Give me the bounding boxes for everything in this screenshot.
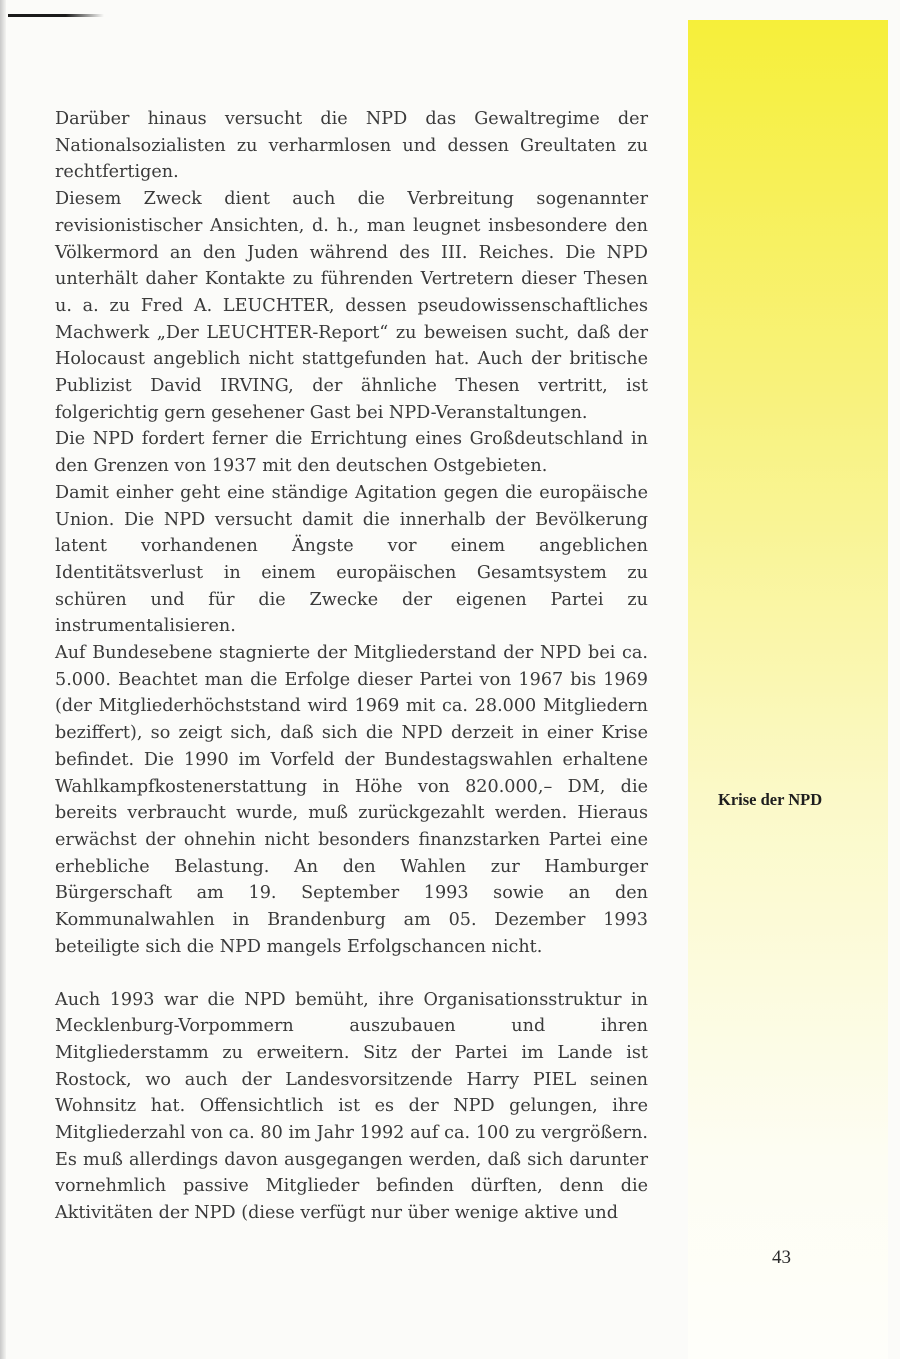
scan-edge bbox=[0, 0, 6, 1359]
paragraph-1: Darüber hinaus versucht die NPD das Gewaltregime der Nationalsozialisten zu verharmlosen und dessen Greultaten zu rechtfertigen. bbox=[55, 109, 648, 183]
paragraph-6: Auch 1993 war die NPD bemüht, ihre Organisationsstruktur in Mecklenburg-Vorpommern auszubauen und ihren Mitgliederstamm zu erweitern. Sitz der Partei im Lande ist Rostock, wo auch der Landesvorsitzende Harry PIEL seinen Wohnsitz hat. Offensichtlich ist es der NPD gelungen, ihre Mitgliederzahl von ca. 80 im Jahr 1992 auf ca. 100 zu vergrößern. Es muß allerdings davon ausgegangen werden, daß sich darunter vornehmlich passive Mitglieder befinden dürften, denn die Aktivitäten der NPD (diese verfügt nur über wenige aktive und bbox=[55, 989, 648, 1224]
paragraph-5: Auf Bundesebene stagnierte der Mitgliederstand der NPD bei ca. 5.000. Beachtet man die Erfolge dieser Partei von 1967 bis 1969 (der Mitgliederhöchststand wird 1969 mit ca. 28.000 Mitgliedern beziffert), so zeigt sich, daß sich die NPD derzeit in einer Krise befindet. Die 1990 im Vorfeld der Bundestagswahlen erhaltene Wahlkampfkostenerstattung in Höhe von 820.000,– DM, die bereits verbraucht wurde, muß zurückgezahlt werden. Hieraus erwächst der ohnehin nicht besonders finanzstarken Partei eine erhebliche Belastung. An den Wahlen zur Hamburger Bürgerschaft am 19. September 1993 sowie an den Kommunalwahlen in Brandenburg am 05. Dezember 1993 beteiligte sich die NPD mangels Erfolgschancen nicht. bbox=[55, 643, 648, 957]
paragraph-4: Damit einher geht eine ständige Agitation gegen die europäische Union. Die NPD versucht damit die innerhalb der Bevölkerung latent vorhandenen Ängste vor einem angeblichen Identitätsverlust in einem europäischen Gesamtsystem zu schüren und für die Zwecke der eigenen Partei zu instrumentalisieren. bbox=[55, 482, 648, 637]
margin-note: Krise der NPD bbox=[718, 790, 823, 809]
paragraph-2: Diesem Zweck dient auch die Verbreitung sogenannter revisionistischer Ansichten, d. h., man leugnet insbesondere den Völkermord an den Juden während des III. Reiches. Die NPD unterhält daher Kontakte zu führenden Vertretern dieser Thesen u. a. zu Fred A. LEUCHTER, dessen pseudowissenschaftliches Machwerk „Der LEUCHTER-Report“ zu beweisen sucht, daß der Holocaust angeblich nicht stattgefunden hat. Auch der britische Publizist David IRVING, der ähnliche Thesen vertritt, ist folgerichtig gern gesehener Gast bei NPD-Veranstaltungen. bbox=[55, 189, 648, 423]
body-text bbox=[55, 106, 648, 1227]
page-number: 43 bbox=[772, 1247, 791, 1268]
margin-highlight-band bbox=[688, 20, 888, 1359]
corner-rule bbox=[8, 14, 104, 17]
paragraph-3: Die NPD fordert ferner die Errichtung eines Großdeutschland in den Grenzen von 1937 mit den deutschen Ostgebieten. bbox=[55, 429, 648, 477]
